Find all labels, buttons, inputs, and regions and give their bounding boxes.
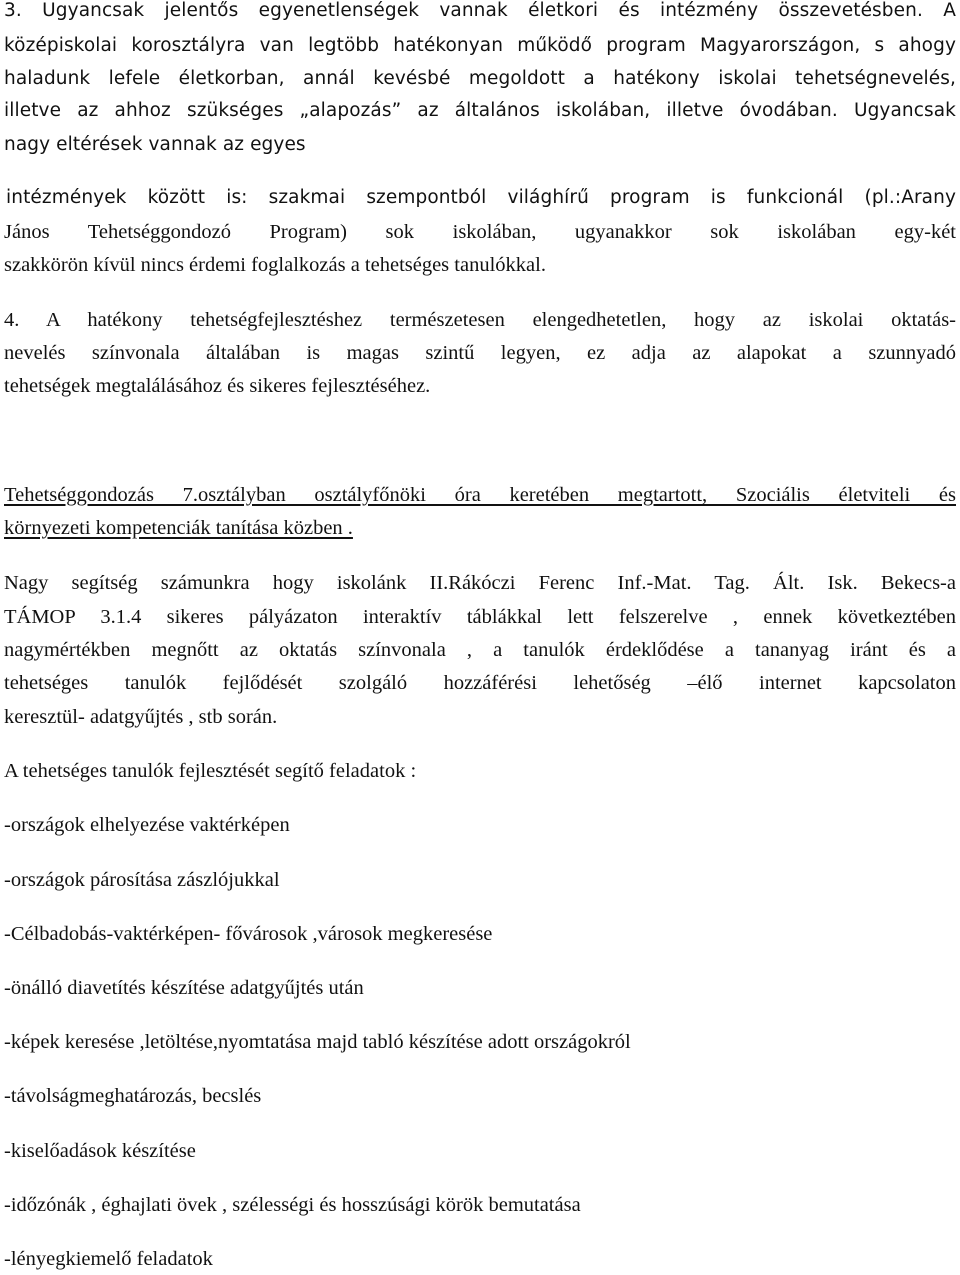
tasks-intro: A tehetséges tanulók fejlesztését segítő feladatok :	[4, 760, 417, 782]
task-item: -Célbadobás-vaktérképen- fővárosok ,városok megkeresése	[4, 923, 493, 945]
heading-line: környezeti kompetenciák tanítása közben .	[4, 517, 353, 539]
task-item: -önálló diavetítés készítése adatgyűjtés után	[4, 977, 364, 999]
text-line: szakkörön kívül nincs érdemi foglalkozás a tehetséges tanulókkal.	[4, 254, 546, 276]
text-line: keresztül- adatgyűjtés , stb során.	[4, 706, 278, 728]
text-line: 4. A hatékony tehetségfejlesztéshez természetesen elengedhetetlen, hogy az iskolai oktatás-	[4, 309, 956, 331]
text-line: nevelés színvonala általában is magas szintű legyen, ez adja az alapokat a szunnyadó	[4, 342, 956, 364]
text-line: Nagy segítség számunkra hogy iskolánk II.Rákóczi Ferenc Inf.-Mat. Tag. Ált. Isk. Bekecs-a	[4, 572, 956, 594]
text-line: János Tehetséggondozó Program) sok iskolában, ugyanakkor sok iskolában egy-két	[4, 221, 956, 243]
text-line: haladunk lefele életkorban, annál kevésbé megoldott a hatékony iskolai tehetségnevelés,	[4, 68, 956, 89]
task-item: -képek keresése ,letöltése,nyomtatása majd tabló készítése adott országokról	[4, 1031, 631, 1053]
task-item: -kiselőadások készítése	[4, 1140, 196, 1162]
task-item: -távolságmeghatározás, becslés	[4, 1085, 262, 1107]
task-item: -időzónák , éghajlati övek , szélességi és hosszúsági körök bemutatása	[4, 1194, 581, 1216]
text-line: TÁMOP 3.1.4 sikeres pályázaton interaktív táblákkal lett felszerelve , ennek következtében	[4, 606, 956, 628]
text-line: intézmények között is: szakmai szempontból világhírű program is funkcionál (pl.:Arany	[6, 187, 956, 208]
heading-line: Tehetséggondozás 7.osztályban osztályfőnöki óra keretében megtartott, Szociális életviteli és	[4, 484, 956, 506]
document-page	[4, 0, 956, 1275]
text-line: nagymértékben megnőtt az oktatás színvonala , a tanulók érdeklődése a tananyag iránt és a	[4, 639, 956, 661]
task-item: -országok elhelyezése vaktérképen	[4, 814, 290, 836]
task-item: -lényegkiemelő feladatok	[4, 1248, 213, 1270]
task-item: -országok párosítása zászlójukkal	[4, 869, 280, 891]
text-line: tehetségek megtalálásához és sikeres fejlesztéséhez.	[4, 375, 431, 397]
text-line: középiskolai korosztályra van legtöbb hatékonyan működő program Magyarországon, s ahogy	[4, 35, 956, 56]
text-line: 3. Ugyancsak jelentős egyenetlenségek vannak életkori és intézmény összevetésben. A	[4, 0, 956, 21]
text-line: illetve az ahhoz szükséges „alapozás” az általános iskolában, illetve óvodában. Ugyancsak	[4, 100, 956, 121]
text-line: nagy eltérések vannak az egyes	[4, 134, 306, 155]
text-line: tehetséges tanulók fejlődését szolgáló hozzáférési lehetőség –élő internet kapcsolaton	[4, 672, 956, 694]
